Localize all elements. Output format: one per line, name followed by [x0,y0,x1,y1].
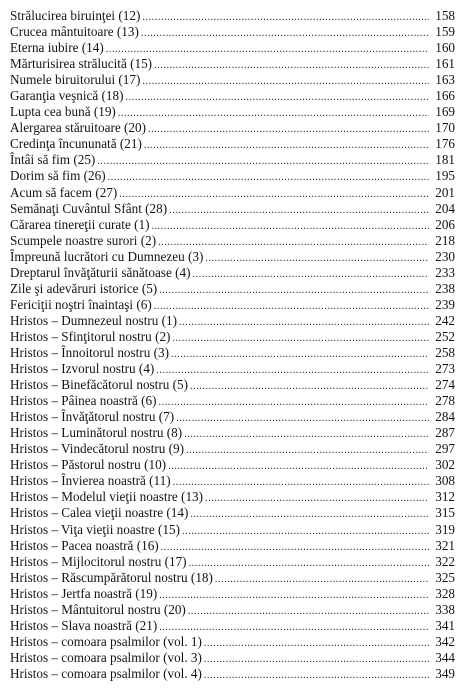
toc-entry-page-number: 297 [435,441,455,457]
toc-entry [10,425,455,441]
toc-entry-title: Hristos – comoara psalmilor (vol. 1) [10,633,202,649]
toc-entry-page-number: 206 [435,216,455,232]
dot-leader [205,251,429,267]
dot-leader [204,668,429,684]
toc-entry [10,650,455,666]
toc-entry-page-number: 312 [435,489,455,505]
toc-entry-title: Alergarea stăruitoare (20) [10,120,146,136]
dot-leader [186,443,429,459]
toc-entry-title: Hristos – Jertfa noastră (19) [10,585,158,601]
toc-entry-title: Semănaţi Cuvântul Sfânt (28) [10,200,168,216]
toc-entry [10,88,455,104]
dot-leader [184,427,429,443]
dot-leader [154,299,429,315]
toc-entry-title: Hristos – Sfinţitorul nostru (2) [10,328,171,344]
toc-entry-page-number: 242 [435,312,455,328]
toc-entry-title: Cărarea tinereţii curate (1) [10,216,150,232]
toc-entry [10,522,455,538]
toc-entry [10,40,455,56]
dot-leader [172,331,429,347]
toc-entry-title: Scumpele noastre surori (2) [10,232,157,248]
toc-entry-title: Eterna iubire (14) [10,40,104,56]
dot-leader [144,138,429,154]
toc-entry-title: Hristos – Slava noastră (21) [10,617,158,633]
toc-entry-title: Hristos – Pâinea noastră (6) [10,393,157,409]
dot-leader [169,203,429,219]
toc-entry-page-number: 161 [435,56,455,72]
toc-entry-title: Hristos – Binefăcătorul nostru (5) [10,377,188,393]
dot-leader [179,315,429,331]
toc-entry [10,281,455,297]
toc-entry-title: Zile şi adevăruri istorice (5) [10,280,158,296]
toc-entry [10,104,455,120]
dot-leader [182,524,429,540]
toc-entry [10,618,455,634]
toc-entry-page-number: 315 [435,505,455,521]
toc-entry-title: Acum să facem (27) [10,184,118,200]
toc-entry [10,249,455,265]
toc-entry-page-number: 273 [435,361,455,377]
toc-entry [10,538,455,554]
dot-leader [173,475,429,491]
dot-leader [106,42,429,58]
dot-leader [190,379,429,395]
toc-entry-page-number: 218 [435,232,455,248]
dot-leader [215,572,429,588]
toc-entry [10,265,455,281]
table-of-contents [10,8,455,682]
toc-entry [10,152,455,168]
dot-leader [204,636,429,652]
dot-leader [154,58,429,74]
toc-entry-title: Hristos – Dumnezeul nostru (1) [10,312,178,328]
toc-entry-page-number: 349 [435,665,455,681]
toc-entry-page-number: 258 [435,344,455,360]
dot-leader [188,604,429,620]
toc-entry [10,201,455,217]
toc-entry [10,217,455,233]
toc-entry [10,297,455,313]
toc-entry-page-number: 321 [435,537,455,553]
toc-entry-page-number: 233 [435,264,455,280]
toc-entry-title: Dorim să fim (26) [10,168,106,184]
toc-entry-page-number: 163 [435,72,455,88]
dot-leader [159,395,430,411]
dot-leader [148,122,429,138]
toc-entry [10,361,455,377]
dot-leader [161,540,429,556]
toc-entry-page-number: 159 [435,24,455,40]
toc-entry-page-number: 322 [435,553,455,569]
toc-entry-page-number: 170 [435,120,455,136]
dot-leader [159,283,429,299]
dot-leader [126,90,429,106]
toc-entry [10,120,455,136]
toc-entry-page-number: 341 [435,617,455,633]
toc-entry [10,313,455,329]
dot-leader [168,459,429,475]
toc-entry-page-number: 284 [435,409,455,425]
toc-entry [10,586,455,602]
dot-leader [159,588,429,604]
toc-entry [10,505,455,521]
toc-entry-page-number: 274 [435,377,455,393]
dot-leader [190,507,429,523]
dot-leader [118,106,429,122]
toc-entry-page-number: 181 [435,152,455,168]
toc-entry-page-number: 160 [435,40,455,56]
toc-entry [10,570,455,586]
toc-entry [10,441,455,457]
toc-entry-page-number: 201 [435,184,455,200]
toc-entry [10,329,455,345]
toc-entry-title: Lupta cea bună (19) [10,104,116,120]
toc-entry-title: Hristos – Pacea noastră (16) [10,537,159,553]
toc-entry-title: Credinţa încununată (21) [10,136,142,152]
toc-entry-page-number: 338 [435,601,455,617]
toc-entry-title: Numele biruitorului (17) [10,72,141,88]
toc-entry-page-number: 166 [435,88,455,104]
toc-entry-page-number: 302 [435,457,455,473]
toc-entry-page-number: 176 [435,136,455,152]
dot-leader [204,652,429,668]
toc-entry-page-number: 230 [435,248,455,264]
dot-leader [142,74,429,90]
dot-leader [108,170,429,186]
toc-entry-page-number: 344 [435,649,455,665]
toc-entry [10,393,455,409]
toc-entry-title: Fericiţii noştri înaintaşi (6) [10,296,152,312]
toc-entry [10,24,455,40]
dot-leader [171,347,429,363]
toc-entry [10,56,455,72]
toc-entry-page-number: 319 [435,521,455,537]
toc-entry-title: Hristos – comoara psalmilor (vol. 3) [10,649,202,665]
toc-entry-title: Garanţia veşnică (18) [10,88,124,104]
toc-entry-page-number: 325 [435,569,455,585]
toc-entry [10,602,455,618]
toc-entry-title: Întâi să fim (25) [10,152,96,168]
toc-entry-title: Mărturisirea strălucită (15) [10,56,153,72]
toc-entry [10,377,455,393]
toc-entry-page-number: 328 [435,585,455,601]
dot-leader [156,363,429,379]
toc-entry-page-number: 278 [435,393,455,409]
toc-entry-page-number: 308 [435,473,455,489]
toc-entry [10,233,455,249]
dot-leader [193,267,429,283]
dot-leader [142,10,429,26]
toc-entry-page-number: 252 [435,328,455,344]
toc-entry-page-number: 195 [435,168,455,184]
toc-entry [10,136,455,152]
dot-leader [205,491,429,507]
toc-entry-title: Hristos – Modelul vieţii noastre (13) [10,489,204,505]
toc-entry-title: Hristos – Învăţătorul nostru (7) [10,409,175,425]
toc-entry-page-number: 238 [435,280,455,296]
toc-entry [10,457,455,473]
toc-entry [10,345,455,361]
toc-entry [10,489,455,505]
toc-entry-page-number: 169 [435,104,455,120]
toc-entry [10,8,455,24]
toc-entry-title: Hristos – Luminătorul nostru (8) [10,425,183,441]
toc-entry-title: Hristos – Învierea noastră (11) [10,473,171,489]
toc-entry-title: Hristos – comoara psalmilor (vol. 4) [10,665,202,681]
toc-entry-title: Împreună lucrători cu Dumnezeu (3) [10,248,204,264]
toc-entry-title: Dreptarul învăţăturii sănătoase (4) [10,264,191,280]
toc-entry-title: Hristos – Vindecătorul nostru (9) [10,441,185,457]
toc-entry [10,409,455,425]
toc-entry-title: Strălucirea biruinţei (12) [10,8,141,23]
toc-entry [10,168,455,184]
dot-leader [151,219,429,235]
dot-leader [97,154,429,170]
toc-entry-title: Hristos – Mântuitorul nostru (20) [10,601,186,617]
toc-entry [10,473,455,489]
toc-entry-title: Hristos – Înnoitorul nostru (3) [10,344,169,360]
toc-entry [10,185,455,201]
dot-leader [189,556,429,572]
toc-entry-page-number: 158 [435,8,455,23]
toc-entry [10,666,455,682]
toc-entry-page-number: 204 [435,200,455,216]
dot-leader [176,411,429,427]
toc-entry-title: Hristos – Mijlocitorul nostru (17) [10,553,187,569]
toc-entry [10,72,455,88]
toc-entry-title: Hristos – Calea vieţii noastre (14) [10,505,189,521]
toc-entry-title: Hristos – Păstorul nostru (10) [10,457,167,473]
toc-entry-page-number: 287 [435,425,455,441]
toc-entry-title: Hristos – Viţa vieţii noastre (15) [10,521,181,537]
toc-entry-title: Hristos – Izvorul nostru (4) [10,361,155,377]
toc-entry-page-number: 342 [435,633,455,649]
toc-entry-title: Crucea mântuitoare (13) [10,24,139,40]
toc-entry-title: Hristos – Răscumpărătorul nostru (18) [10,569,213,585]
toc-entry [10,634,455,650]
toc-entry-page-number: 239 [435,296,455,312]
dot-leader [141,26,429,42]
toc-entry [10,554,455,570]
